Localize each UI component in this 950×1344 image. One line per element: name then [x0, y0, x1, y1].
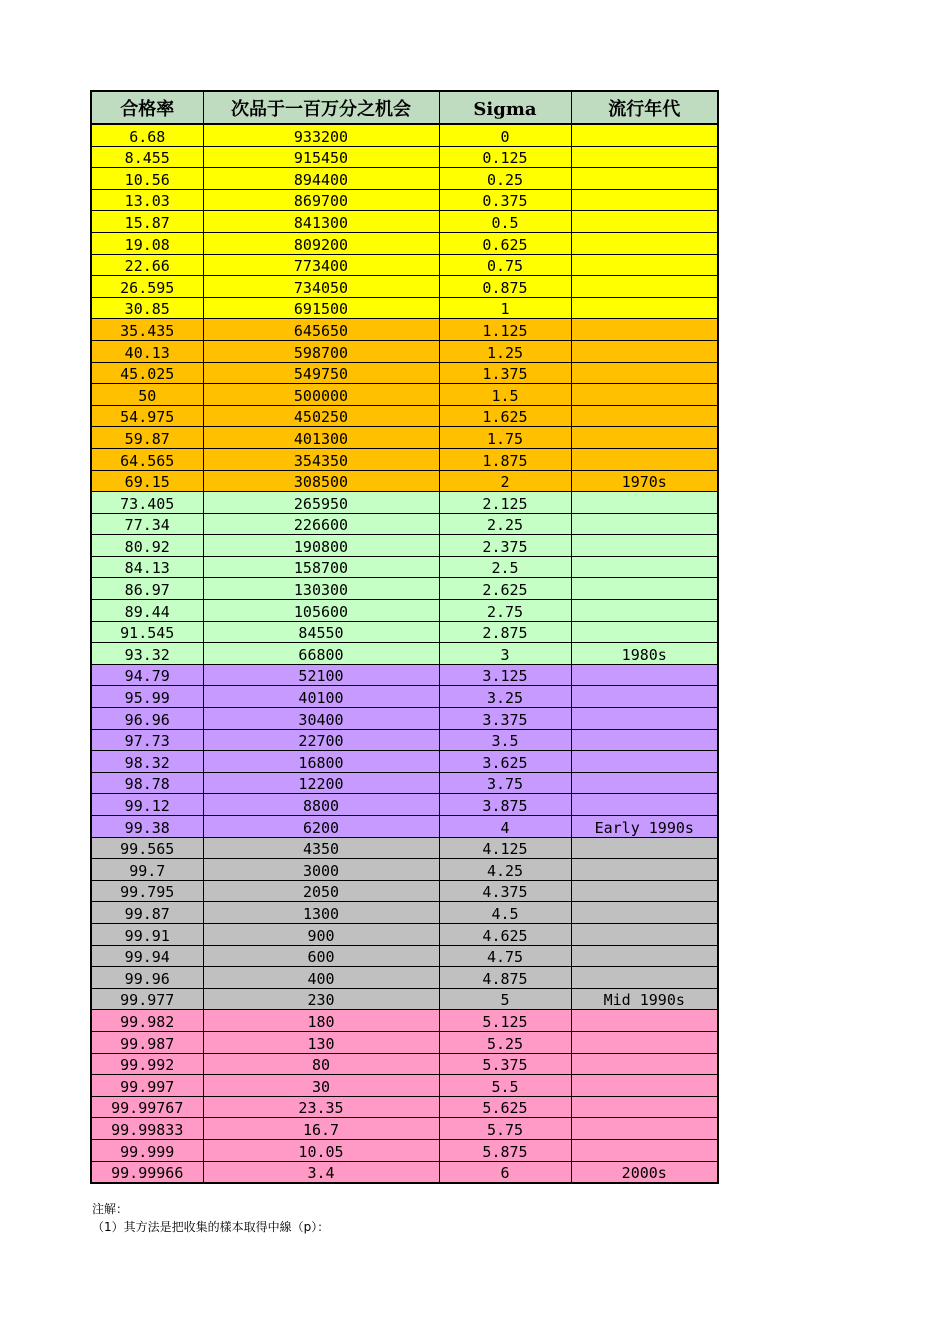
cell-sigma: 6 [439, 1161, 571, 1183]
cell-era [571, 513, 718, 535]
cell-pass-rate: 99.7 [91, 859, 203, 881]
cell-era [571, 708, 718, 730]
table-row [91, 988, 718, 1010]
table-row [91, 168, 718, 190]
cell-era: 1970s [571, 470, 718, 492]
cell-era [571, 168, 718, 190]
cell-pass-rate: 99.94 [91, 945, 203, 967]
cell-sigma: 4.375 [439, 880, 571, 902]
cell-sigma: 2.75 [439, 600, 571, 622]
cell-defects-per-million: 158700 [203, 556, 439, 578]
table-row [91, 297, 718, 319]
table-row [91, 232, 718, 254]
cell-pass-rate: 99.982 [91, 1010, 203, 1032]
cell-defects-per-million: 401300 [203, 427, 439, 449]
cell-pass-rate: 98.32 [91, 751, 203, 773]
cell-pass-rate: 99.997 [91, 1075, 203, 1097]
cell-sigma: 4.5 [439, 902, 571, 924]
cell-sigma: 0.125 [439, 146, 571, 168]
cell-sigma: 3.125 [439, 664, 571, 686]
cell-pass-rate: 95.99 [91, 686, 203, 708]
cell-defects-per-million: 16800 [203, 751, 439, 773]
cell-sigma: 2.5 [439, 556, 571, 578]
cell-pass-rate: 96.96 [91, 708, 203, 730]
cell-defects-per-million: 354350 [203, 448, 439, 470]
cell-sigma: 0.25 [439, 168, 571, 190]
table-row [91, 945, 718, 967]
cell-pass-rate: 59.87 [91, 427, 203, 449]
cell-era [571, 405, 718, 427]
cell-era [571, 621, 718, 643]
cell-era [571, 556, 718, 578]
cell-sigma: 0.875 [439, 276, 571, 298]
cell-era [571, 232, 718, 254]
cell-sigma: 3.5 [439, 729, 571, 751]
cell-pass-rate: 97.73 [91, 729, 203, 751]
cell-sigma: 1.375 [439, 362, 571, 384]
cell-defects-per-million: 894400 [203, 168, 439, 190]
cell-sigma: 4.875 [439, 967, 571, 989]
table-row [91, 189, 718, 211]
cell-era [571, 211, 718, 233]
cell-sigma: 1.125 [439, 319, 571, 341]
table-row [91, 880, 718, 902]
cell-pass-rate: 10.56 [91, 168, 203, 190]
cell-defects-per-million: 308500 [203, 470, 439, 492]
header-pass-rate: 合格率 [91, 91, 203, 124]
cell-sigma: 5.625 [439, 1096, 571, 1118]
cell-sigma: 5 [439, 988, 571, 1010]
cell-sigma: 1.75 [439, 427, 571, 449]
cell-defects-per-million: 4350 [203, 837, 439, 859]
cell-defects-per-million: 600 [203, 945, 439, 967]
cell-defects-per-million: 66800 [203, 643, 439, 665]
table-row [91, 124, 718, 146]
table-row [91, 859, 718, 881]
cell-defects-per-million: 52100 [203, 664, 439, 686]
table-row [91, 1139, 718, 1161]
cell-sigma: 2.375 [439, 535, 571, 557]
cell-era [571, 427, 718, 449]
header-defects-per-million: 次品于一百万分之机会 [203, 91, 439, 124]
cell-era [571, 837, 718, 859]
cell-era [571, 1010, 718, 1032]
cell-era [571, 254, 718, 276]
table-row [91, 708, 718, 730]
cell-pass-rate: 8.455 [91, 146, 203, 168]
cell-pass-rate: 99.12 [91, 794, 203, 816]
cell-defects-per-million: 16.7 [203, 1118, 439, 1140]
cell-era [571, 492, 718, 514]
cell-sigma: 1.5 [439, 384, 571, 406]
table-row [91, 405, 718, 427]
cell-defects-per-million: 230 [203, 988, 439, 1010]
cell-sigma: 3 [439, 643, 571, 665]
notes-heading: 注解： [92, 1202, 129, 1216]
cell-pass-rate: 98.78 [91, 772, 203, 794]
table-row [91, 146, 718, 168]
cell-sigma: 2.25 [439, 513, 571, 535]
cell-defects-per-million: 3000 [203, 859, 439, 881]
cell-sigma: 5.25 [439, 1031, 571, 1053]
cell-pass-rate: 15.87 [91, 211, 203, 233]
cell-defects-per-million: 841300 [203, 211, 439, 233]
cell-pass-rate: 99.96 [91, 967, 203, 989]
table-row [91, 448, 718, 470]
cell-pass-rate: 64.565 [91, 448, 203, 470]
table-row [91, 1096, 718, 1118]
cell-sigma: 2.875 [439, 621, 571, 643]
cell-defects-per-million: 130 [203, 1031, 439, 1053]
cell-pass-rate: 30.85 [91, 297, 203, 319]
cell-sigma: 4.75 [439, 945, 571, 967]
cell-sigma: 4 [439, 816, 571, 838]
table-row [91, 1053, 718, 1075]
table-row [91, 470, 718, 492]
cell-sigma: 1 [439, 297, 571, 319]
cell-era [571, 664, 718, 686]
cell-pass-rate: 99.99833 [91, 1118, 203, 1140]
cell-era [571, 945, 718, 967]
cell-pass-rate: 86.97 [91, 578, 203, 600]
cell-defects-per-million: 2050 [203, 880, 439, 902]
table-row [91, 276, 718, 298]
cell-defects-per-million: 12200 [203, 772, 439, 794]
cell-era [571, 448, 718, 470]
cell-defects-per-million: 400 [203, 967, 439, 989]
cell-pass-rate: 84.13 [91, 556, 203, 578]
table-row [91, 967, 718, 989]
table-row [91, 340, 718, 362]
cell-defects-per-million: 40100 [203, 686, 439, 708]
cell-defects-per-million: 450250 [203, 405, 439, 427]
cell-era [571, 1075, 718, 1097]
cell-sigma: 1.625 [439, 405, 571, 427]
cell-sigma: 3.625 [439, 751, 571, 773]
cell-era [571, 319, 718, 341]
table-row [91, 362, 718, 384]
cell-sigma: 5.75 [439, 1118, 571, 1140]
cell-pass-rate: 13.03 [91, 189, 203, 211]
cell-era: Early 1990s [571, 816, 718, 838]
table-row [91, 1161, 718, 1183]
cell-era [571, 923, 718, 945]
cell-era [571, 902, 718, 924]
table-row [91, 427, 718, 449]
table-row [91, 837, 718, 859]
cell-defects-per-million: 130300 [203, 578, 439, 600]
table-row [91, 686, 718, 708]
cell-era [571, 880, 718, 902]
cell-pass-rate: 99.565 [91, 837, 203, 859]
cell-defects-per-million: 105600 [203, 600, 439, 622]
table-row [91, 794, 718, 816]
cell-era [571, 189, 718, 211]
cell-pass-rate: 93.32 [91, 643, 203, 665]
cell-defects-per-million: 734050 [203, 276, 439, 298]
cell-defects-per-million: 265950 [203, 492, 439, 514]
cell-pass-rate: 99.977 [91, 988, 203, 1010]
table-row [91, 1075, 718, 1097]
table-row [91, 816, 718, 838]
cell-pass-rate: 99.91 [91, 923, 203, 945]
cell-pass-rate: 69.15 [91, 470, 203, 492]
table-row [91, 1031, 718, 1053]
cell-defects-per-million: 900 [203, 923, 439, 945]
cell-defects-per-million: 226600 [203, 513, 439, 535]
cell-defects-per-million: 80 [203, 1053, 439, 1075]
cell-pass-rate: 54.975 [91, 405, 203, 427]
cell-defects-per-million: 500000 [203, 384, 439, 406]
table-row [91, 923, 718, 945]
table-row [91, 254, 718, 276]
cell-era [571, 297, 718, 319]
table-row [91, 1118, 718, 1140]
cell-pass-rate: 99.87 [91, 902, 203, 924]
table-row [91, 729, 718, 751]
sigma-table [90, 90, 719, 1184]
cell-sigma: 0.625 [439, 232, 571, 254]
cell-era [571, 384, 718, 406]
cell-pass-rate: 99.999 [91, 1139, 203, 1161]
table-row [91, 751, 718, 773]
cell-era [571, 729, 718, 751]
cell-era [571, 794, 718, 816]
cell-era [571, 751, 718, 773]
cell-pass-rate: 19.08 [91, 232, 203, 254]
cell-defects-per-million: 30400 [203, 708, 439, 730]
table-row [91, 600, 718, 622]
cell-era [571, 1053, 718, 1075]
cell-defects-per-million: 190800 [203, 535, 439, 557]
cell-defects-per-million: 10.05 [203, 1139, 439, 1161]
cell-pass-rate: 35.435 [91, 319, 203, 341]
cell-defects-per-million: 915450 [203, 146, 439, 168]
cell-defects-per-million: 1300 [203, 902, 439, 924]
table-row [91, 492, 718, 514]
cell-pass-rate: 50 [91, 384, 203, 406]
cell-era [571, 362, 718, 384]
cell-sigma: 5.875 [439, 1139, 571, 1161]
cell-pass-rate: 99.38 [91, 816, 203, 838]
cell-sigma: 2.625 [439, 578, 571, 600]
cell-sigma: 0 [439, 124, 571, 146]
cell-era [571, 1031, 718, 1053]
cell-defects-per-million: 8800 [203, 794, 439, 816]
cell-pass-rate: 22.66 [91, 254, 203, 276]
cell-defects-per-million: 645650 [203, 319, 439, 341]
cell-era [571, 124, 718, 146]
cell-era [571, 686, 718, 708]
cell-pass-rate: 89.44 [91, 600, 203, 622]
cell-sigma: 3.25 [439, 686, 571, 708]
cell-pass-rate: 94.79 [91, 664, 203, 686]
cell-defects-per-million: 180 [203, 1010, 439, 1032]
cell-era [571, 1096, 718, 1118]
cell-defects-per-million: 23.35 [203, 1096, 439, 1118]
table-row [91, 621, 718, 643]
cell-defects-per-million: 549750 [203, 362, 439, 384]
table-row [91, 772, 718, 794]
table-row [91, 211, 718, 233]
cell-pass-rate: 99.795 [91, 880, 203, 902]
table-body [91, 124, 718, 1183]
cell-era [571, 578, 718, 600]
cell-sigma: 5.375 [439, 1053, 571, 1075]
cell-sigma: 4.25 [439, 859, 571, 881]
table-row [91, 384, 718, 406]
cell-sigma: 3.875 [439, 794, 571, 816]
cell-era [571, 340, 718, 362]
header-row [91, 91, 718, 124]
cell-defects-per-million: 84550 [203, 621, 439, 643]
cell-pass-rate: 99.99966 [91, 1161, 203, 1183]
cell-sigma: 3.375 [439, 708, 571, 730]
cell-defects-per-million: 598700 [203, 340, 439, 362]
table-row [91, 1010, 718, 1032]
cell-defects-per-million: 691500 [203, 297, 439, 319]
table-row [91, 319, 718, 341]
cell-pass-rate: 80.92 [91, 535, 203, 557]
cell-sigma: 2.125 [439, 492, 571, 514]
cell-defects-per-million: 6200 [203, 816, 439, 838]
cell-defects-per-million: 22700 [203, 729, 439, 751]
cell-sigma: 1.25 [439, 340, 571, 362]
cell-defects-per-million: 809200 [203, 232, 439, 254]
cell-pass-rate: 99.992 [91, 1053, 203, 1075]
table-row [91, 664, 718, 686]
cell-pass-rate: 77.34 [91, 513, 203, 535]
table-header [91, 91, 718, 124]
cell-sigma: 0.5 [439, 211, 571, 233]
cell-defects-per-million: 30 [203, 1075, 439, 1097]
table-row [91, 513, 718, 535]
cell-era: 1980s [571, 643, 718, 665]
cell-pass-rate: 91.545 [91, 621, 203, 643]
cell-sigma: 0.375 [439, 189, 571, 211]
cell-pass-rate: 26.595 [91, 276, 203, 298]
cell-defects-per-million: 3.4 [203, 1161, 439, 1183]
table-row [91, 535, 718, 557]
cell-era [571, 772, 718, 794]
cell-sigma: 5.125 [439, 1010, 571, 1032]
cell-era [571, 859, 718, 881]
cell-pass-rate: 99.99767 [91, 1096, 203, 1118]
cell-defects-per-million: 869700 [203, 189, 439, 211]
header-popular-era: 流行年代 [571, 91, 718, 124]
cell-era [571, 1139, 718, 1161]
cell-pass-rate: 6.68 [91, 124, 203, 146]
cell-defects-per-million: 933200 [203, 124, 439, 146]
cell-pass-rate: 73.405 [91, 492, 203, 514]
cell-sigma: 5.5 [439, 1075, 571, 1097]
cell-era [571, 967, 718, 989]
cell-era [571, 276, 718, 298]
cell-sigma: 3.75 [439, 772, 571, 794]
cell-era [571, 1118, 718, 1140]
cell-sigma: 4.625 [439, 923, 571, 945]
cell-era [571, 146, 718, 168]
table-row [91, 902, 718, 924]
cell-sigma: 1.875 [439, 448, 571, 470]
table-row [91, 643, 718, 665]
cell-era: Mid 1990s [571, 988, 718, 1010]
cell-pass-rate: 99.987 [91, 1031, 203, 1053]
cell-pass-rate: 45.025 [91, 362, 203, 384]
cell-era [571, 600, 718, 622]
cell-sigma: 4.125 [439, 837, 571, 859]
cell-era: 2000s [571, 1161, 718, 1183]
cell-pass-rate: 40.13 [91, 340, 203, 362]
table-row [91, 556, 718, 578]
notes-item-1: （1）其方法是把收集的樣本取得中線（p）： [92, 1220, 330, 1234]
cell-sigma: 2 [439, 470, 571, 492]
table-row [91, 578, 718, 600]
cell-defects-per-million: 773400 [203, 254, 439, 276]
cell-era [571, 535, 718, 557]
header-sigma: Sigma [439, 91, 571, 124]
cell-sigma: 0.75 [439, 254, 571, 276]
